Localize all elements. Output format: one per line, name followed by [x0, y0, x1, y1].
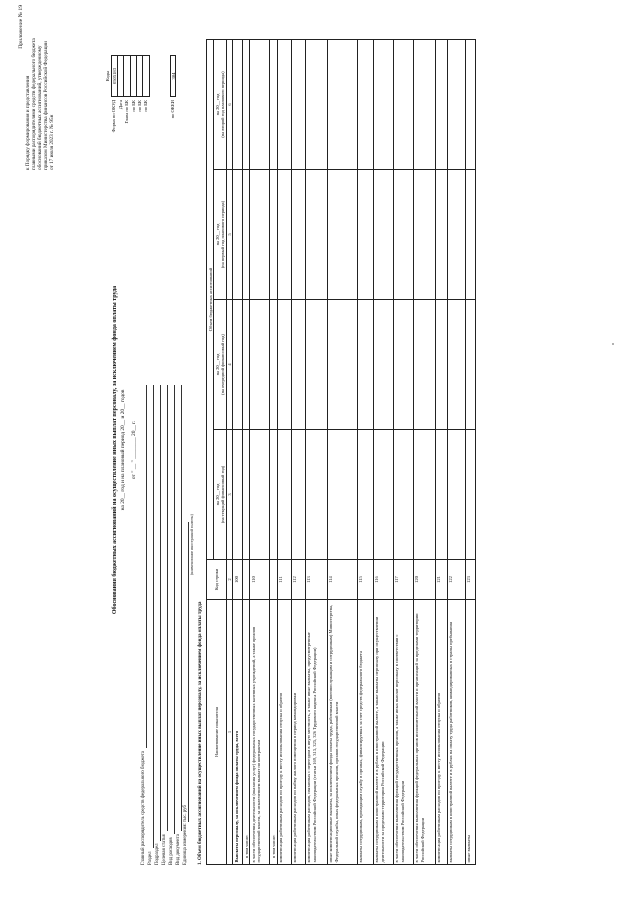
value-cell[interactable]: [327, 300, 357, 430]
value-cell[interactable]: [435, 170, 447, 300]
value-cell[interactable]: [413, 300, 435, 430]
document-title: Обоснования бюджетных ассигнований на осуществление иных выплат персоналу, за исключением фонда оплаты труда: [112, 285, 118, 615]
row-code: 122: [447, 560, 465, 600]
appendix-line: к Порядку формирования и представления: [25, 75, 31, 170]
table-row: [373, 39, 393, 864]
table-row: [250, 39, 270, 864]
row-name: в части обеспечения выполнения функций государственных органов, а также иных выплат персоналу в соответствии с законодательством Российской Федерации: [393, 600, 413, 865]
code-label: Форма по ОКУД: [111, 100, 117, 133]
field-label: Подраздел: [155, 843, 161, 865]
row-code: 121: [435, 560, 447, 600]
value-cell[interactable]: [357, 39, 373, 169]
value-cell[interactable]: [393, 430, 413, 560]
header-year: на 20__ год (на очередной финансовый год): [214, 300, 227, 430]
table-row: [465, 39, 475, 864]
value-cell[interactable]: [305, 170, 327, 300]
value-cell[interactable]: [327, 170, 357, 300]
code-value: 0505183: [111, 55, 117, 97]
value-cell[interactable]: [305, 430, 327, 560]
value-cell[interactable]: [373, 170, 393, 300]
row-code: 112: [291, 560, 305, 600]
column-number: 4: [226, 300, 232, 430]
field-row: [147, 385, 154, 865]
value-cell[interactable]: [465, 39, 475, 169]
value-cell[interactable]: [250, 430, 270, 560]
header-code: Код строки: [207, 560, 227, 600]
table-row: [413, 39, 435, 864]
row-code: 111: [277, 560, 291, 600]
value-cell[interactable]: [373, 300, 393, 430]
field-label: Вид расходов: [169, 837, 175, 865]
value-cell[interactable]: [413, 170, 435, 300]
value-cell[interactable]: [393, 300, 413, 430]
field-line: [155, 385, 161, 841]
row-code: 114: [327, 560, 357, 600]
document-date: от " __ " ________ 20__ г.: [131, 420, 137, 480]
value-cell[interactable]: [232, 300, 242, 430]
value-cell[interactable]: [465, 300, 475, 430]
units-value-line: [183, 522, 189, 822]
value-cell[interactable]: [270, 300, 277, 430]
row-name: выплаты сотрудникам в иностранной валюте и в рублях в иностранной валюте, а также выплаты персоналу при осуществлении деятельности за пределами территории Российской Федерации: [373, 600, 393, 865]
codes-spacer: [150, 55, 170, 145]
row-code: 113: [305, 560, 327, 600]
column-number: 3: [226, 430, 232, 560]
row-name: иные выплаты: [465, 600, 475, 865]
appendix-block: [18, 5, 55, 170]
value-cell[interactable]: [327, 39, 357, 169]
header-fields: [140, 385, 182, 865]
value-cell[interactable]: [232, 39, 242, 169]
row-name: компенсация работникам расходов, связанных с переездом в иную местность, а также иные выплаты, предусмотренные законодательством Российской Федерации (статьи 169, 313, 325, 326 Трудового кодекса Российской Федерации): [305, 600, 327, 865]
value-cell[interactable]: [232, 170, 242, 300]
row-name: в части обеспечения выполнения функций федеральных органов исполнительной власти и организаций за пределами территории Российской Федерации: [413, 600, 435, 865]
table-row: [291, 39, 305, 864]
row-name: выплаты сотрудникам в иностранной валюте и в рублях на оплату труда работников, командированных в страны пребывания: [447, 600, 465, 865]
appendix-line: от 17 июля 2023 г. № 95н: [49, 114, 55, 170]
value-cell[interactable]: [327, 430, 357, 560]
row-name: в части обеспечения деятельности (оказания услуг) федеральных государственных казенных учреждений, а также органов государственной власти, за исключением выплат по контрактам: [250, 600, 270, 865]
row-code: 100: [232, 560, 242, 600]
field-row: [154, 385, 161, 865]
row-name: в том числе:: [242, 600, 249, 865]
code-label: по БК: [130, 100, 136, 112]
row-name: компенсация работникам расходов по проезду к месту использования отпуска и обратно: [435, 600, 447, 865]
codes-box: [105, 55, 176, 145]
table-row: [393, 39, 413, 864]
appendix-line: обоснований бюджетных ассигнований, утвержденному: [37, 45, 43, 170]
header-name: Наименование показателя: [207, 600, 227, 865]
appendix-line: приказом Министерства финансов Российской Федерации: [43, 41, 49, 170]
row-code: 115: [357, 560, 373, 600]
budget-table: [206, 39, 476, 865]
header-year: на 20__ год (на второй год планового периода): [214, 39, 227, 169]
field-line: [162, 385, 168, 831]
value-cell[interactable]: [277, 39, 291, 169]
value-cell[interactable]: [393, 170, 413, 300]
code-label: по БК: [136, 100, 142, 112]
row-name: компенсация работникам расходов по найму жилого помещения в период командировки: [291, 600, 305, 865]
value-cell[interactable]: [465, 170, 475, 300]
okei-label: по ОКЕИ: [169, 100, 175, 119]
value-cell[interactable]: [291, 430, 305, 560]
table-row: [305, 39, 327, 864]
value-cell[interactable]: [447, 300, 465, 430]
value-cell[interactable]: [447, 39, 465, 169]
field-row: [140, 385, 147, 865]
field-line: [148, 385, 154, 848]
value-cell[interactable]: [435, 39, 447, 169]
row-code: 110: [250, 560, 270, 600]
field-row: [175, 385, 182, 865]
value-cell[interactable]: [232, 430, 242, 560]
column-number: 1: [226, 600, 232, 865]
value-cell[interactable]: [447, 170, 465, 300]
table-row: [277, 39, 291, 864]
value-cell[interactable]: [250, 39, 270, 169]
value-cell[interactable]: [277, 170, 291, 300]
row-code: 117: [393, 560, 413, 600]
field-label: Раздел: [148, 851, 154, 865]
units-label: Единица измерения:: [183, 823, 188, 865]
field-line: [169, 385, 175, 834]
value-cell[interactable]: [447, 430, 465, 560]
value-cell[interactable]: [277, 430, 291, 560]
units-line: [183, 522, 189, 865]
value-cell[interactable]: [242, 39, 249, 169]
value-cell[interactable]: [291, 170, 305, 300]
section-heading: 1. Объем бюджетных ассигнований на осуществление иных выплат персоналу, за исключением фонда оплаты труда: [198, 601, 203, 865]
field-row: [168, 385, 175, 865]
value-cell[interactable]: [357, 170, 373, 300]
value-cell[interactable]: [393, 39, 413, 169]
value-cell[interactable]: [465, 430, 475, 560]
document-subtitle: на 20__ год и на плановый период 20__ и 20__ годов: [120, 389, 126, 511]
table-row: [447, 39, 465, 864]
value-cell[interactable]: [291, 39, 305, 169]
value-cell[interactable]: [250, 170, 270, 300]
value-cell[interactable]: [413, 430, 435, 560]
value-cell[interactable]: [435, 300, 447, 430]
value-cell[interactable]: [250, 300, 270, 430]
value-cell[interactable]: [242, 430, 249, 560]
value-cell[interactable]: [413, 39, 435, 169]
units-note: (наименование иностранной валюты): [190, 514, 194, 575]
code-label: по БК: [143, 100, 149, 112]
field-label: Целевая статья: [162, 834, 168, 865]
table-row: [327, 39, 357, 864]
table-row: [242, 39, 249, 864]
field-line: [176, 385, 182, 831]
header-year: на 20__ год (на текущий финансовый год): [214, 430, 227, 560]
codes-okei-row: [170, 55, 176, 145]
row-name: выплаты сотрудникам, проходящим службу в органах, финансируемых за счет средств федерального бюджета: [357, 600, 373, 865]
value-cell[interactable]: [373, 430, 393, 560]
column-number: 2: [226, 560, 232, 600]
row-name: в том числе:: [270, 600, 277, 865]
value-cell[interactable]: [305, 300, 327, 430]
column-number: 5: [226, 170, 232, 300]
value-cell[interactable]: [270, 39, 277, 169]
code-value: [143, 55, 149, 97]
header-group: Объем бюджетных ассигнований: [207, 39, 214, 559]
codes-header: Коды: [105, 70, 110, 82]
code-label: Глава по БК: [124, 100, 130, 124]
code-label: Дата: [117, 100, 123, 110]
value-cell[interactable]: [242, 300, 249, 430]
row-name: компенсация работникам расходов по проезду к месту использования отпуска и обратно: [277, 600, 291, 865]
table-row: [435, 39, 447, 864]
row-name: иные компенсационные выплаты, за исключением фонда оплаты труда, работникам (военнослужащим и сотрудникам) Министерства, Федеральной службы, иных федеральных органов, органов государственной власти: [327, 600, 357, 865]
field-label: Главный распорядитель средств федерального бюджета: [141, 751, 147, 865]
row-code: 116: [373, 560, 393, 600]
field-label: Вид документа: [176, 834, 182, 865]
value-cell[interactable]: [270, 430, 277, 560]
value-cell[interactable]: [277, 300, 291, 430]
scan-speck: [612, 343, 614, 345]
okei-value: 384: [170, 55, 176, 97]
value-cell[interactable]: [305, 39, 327, 169]
value-cell[interactable]: [242, 170, 249, 300]
units-value: тыс. руб: [183, 805, 188, 823]
field-row: [161, 385, 168, 865]
table-body: [232, 39, 475, 864]
row-code: 120: [413, 560, 435, 600]
value-cell[interactable]: [435, 430, 447, 560]
value-cell[interactable]: [373, 39, 393, 169]
column-number: 6: [226, 39, 232, 169]
row-code: [270, 560, 277, 600]
value-cell[interactable]: [291, 300, 305, 430]
appendix-number: Приложение № 19: [18, 5, 24, 49]
table-row: [270, 39, 277, 864]
value-cell[interactable]: [357, 300, 373, 430]
table-row: [232, 39, 242, 864]
value-cell[interactable]: [357, 430, 373, 560]
row-code: [242, 560, 249, 600]
appendix-line: главными распорядителями средств федерального бюджета: [31, 38, 37, 170]
row-name: Выплаты персоналу, за исключением фонда оплаты труда, всего: [232, 600, 242, 865]
table-row: [357, 39, 373, 864]
row-code: 123: [465, 560, 475, 600]
field-line: [141, 385, 147, 748]
codes-row: [143, 55, 149, 145]
value-cell[interactable]: [270, 170, 277, 300]
header-year: на 20__ год (на первый год планового периода): [214, 170, 227, 300]
